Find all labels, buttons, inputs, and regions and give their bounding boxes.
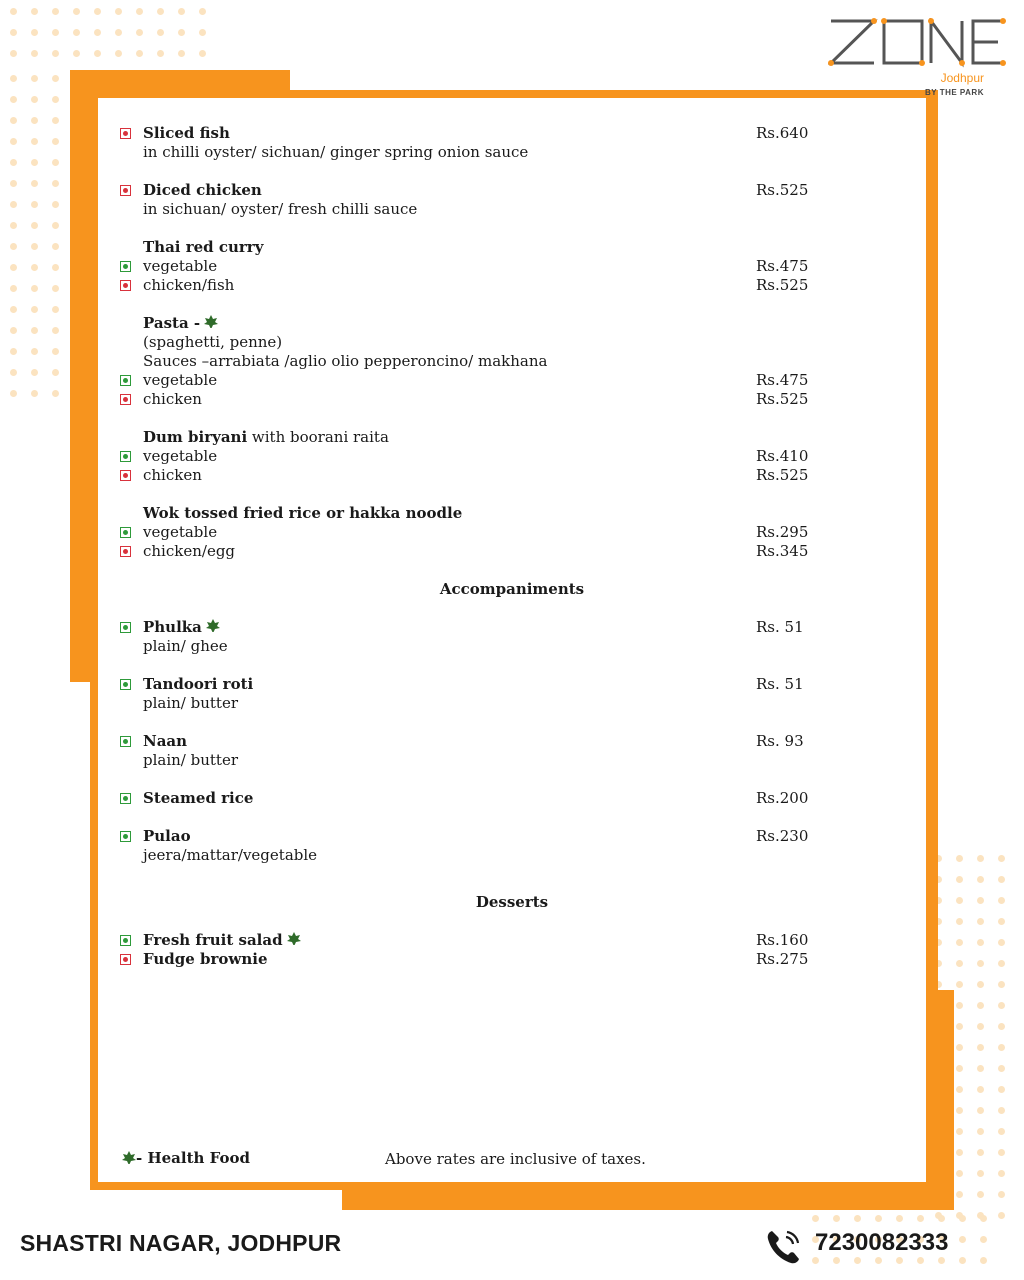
decorative-dot: [977, 855, 984, 862]
decorative-dot: [136, 50, 143, 57]
item-title: Tandoori roti: [143, 675, 254, 693]
decorative-dot: [52, 243, 59, 250]
decorative-dots-left: [10, 75, 73, 411]
item-variant: vegetable: [143, 257, 218, 275]
decorative-dot: [977, 1086, 984, 1093]
decorative-dot: [31, 138, 38, 145]
item-title: Pasta -: [143, 314, 218, 333]
decorative-dot: [977, 1191, 984, 1198]
item-title: Pulao: [143, 827, 191, 845]
item-price: Rs.475: [756, 257, 809, 275]
decorative-dot: [977, 939, 984, 946]
item-description: plain/ butter: [143, 694, 238, 712]
item-price: Rs.345: [756, 542, 809, 560]
decorative-dot: [115, 8, 122, 15]
decorative-dot: [31, 222, 38, 229]
decorative-dot: [956, 1170, 963, 1177]
decorative-dot: [956, 1065, 963, 1072]
item-title: Diced chicken: [143, 181, 262, 199]
decorative-dot: [998, 1170, 1005, 1177]
item-name: Dum biryani: [143, 428, 248, 446]
decorative-dot: [854, 1215, 861, 1222]
decorative-dot: [31, 180, 38, 187]
tax-note: Above rates are inclusive of taxes.: [385, 1150, 646, 1168]
decorative-dot: [31, 327, 38, 334]
decorative-dot: [31, 8, 38, 15]
nonveg-marker-icon: [120, 185, 131, 196]
decorative-dot: [31, 50, 38, 57]
decorative-dot: [956, 1002, 963, 1009]
item-title: Wok tossed fried rice or hakka noodle: [143, 504, 463, 522]
item-price: Rs.160: [756, 931, 809, 949]
decorative-dot: [956, 1086, 963, 1093]
decorative-dot: [998, 876, 1005, 883]
decorative-dot: [956, 1044, 963, 1051]
decorative-dot: [10, 96, 17, 103]
decorative-dot: [94, 29, 101, 36]
item-variant: vegetable: [143, 523, 218, 541]
decorative-dot: [10, 243, 17, 250]
decorative-dot: [31, 390, 38, 397]
decorative-dot: [956, 981, 963, 988]
decorative-dot: [52, 285, 59, 292]
decorative-dot: [31, 201, 38, 208]
decorative-dot: [956, 939, 963, 946]
veg-marker-icon: [120, 261, 131, 272]
item-description: (spaghetti, penne): [143, 333, 283, 351]
item-title: Naan: [143, 732, 188, 750]
item-variant: chicken: [143, 466, 202, 484]
decorative-dot: [31, 348, 38, 355]
decorative-dot: [10, 117, 17, 124]
item-variant: vegetable: [143, 447, 218, 465]
decorative-dot: [157, 50, 164, 57]
decorative-dot: [31, 29, 38, 36]
decorative-dot: [199, 29, 206, 36]
decorative-dot: [977, 1044, 984, 1051]
decorative-dot: [812, 1257, 819, 1264]
decorative-dot: [52, 327, 59, 334]
logo-tagline: BY THE PARK: [925, 88, 984, 97]
decorative-dot: [833, 1257, 840, 1264]
phone-icon: [764, 1228, 802, 1266]
decorative-dot: [52, 369, 59, 376]
decorative-dot: [73, 29, 80, 36]
health-food-legend: - Health Food: [136, 1149, 250, 1167]
decorative-dot: [10, 390, 17, 397]
decorative-dot: [896, 1215, 903, 1222]
decorative-dot: [157, 29, 164, 36]
veg-marker-icon: [120, 451, 131, 462]
decorative-dot: [998, 1044, 1005, 1051]
item-price: Rs.525: [756, 390, 809, 408]
decorative-dot: [52, 50, 59, 57]
decorative-dot: [52, 8, 59, 15]
nonveg-marker-icon: [120, 394, 131, 405]
decorative-dot: [10, 264, 17, 271]
decorative-dot: [998, 939, 1005, 946]
footer-phone: 7230082333: [815, 1229, 949, 1256]
decorative-dot: [998, 1149, 1005, 1156]
decorative-dot: [10, 180, 17, 187]
decorative-dot: [956, 1128, 963, 1135]
nonveg-marker-icon: [120, 546, 131, 557]
decorative-dot: [854, 1257, 861, 1264]
decorative-dot: [956, 1023, 963, 1030]
item-title: Thai red curry: [143, 238, 264, 256]
item-price: Rs. 51: [756, 675, 804, 693]
decorative-dot: [10, 201, 17, 208]
decorative-dot: [52, 75, 59, 82]
item-price: Rs.640: [756, 124, 809, 142]
decorative-dot: [199, 50, 206, 57]
item-description: plain/ ghee: [143, 637, 228, 655]
decorative-dot: [812, 1215, 819, 1222]
item-title: [143, 428, 389, 447]
decorative-dot: [136, 8, 143, 15]
footer-address: SHASTRI NAGAR, JODHPUR: [20, 1230, 342, 1256]
decorative-dot: [10, 8, 17, 15]
decorative-dot: [980, 1257, 987, 1264]
logo-wordmark: [828, 18, 1006, 70]
decorative-dot: [875, 1257, 882, 1264]
decorative-dot: [959, 1236, 966, 1243]
decorative-dot: [10, 159, 17, 166]
decorative-dot: [977, 981, 984, 988]
section-title: Accompaniments: [439, 580, 585, 598]
health-leaf-icon: [287, 932, 301, 946]
decorative-dot: [52, 348, 59, 355]
decorative-dot: [31, 75, 38, 82]
item-variant: chicken/fish: [143, 276, 235, 294]
decorative-dot: [998, 981, 1005, 988]
decorative-dot: [977, 1065, 984, 1072]
nonveg-marker-icon: [120, 128, 131, 139]
decorative-dot: [977, 918, 984, 925]
decorative-dot: [94, 8, 101, 15]
veg-marker-icon: [120, 935, 131, 946]
decorative-dot: [998, 1023, 1005, 1030]
decorative-dot: [157, 8, 164, 15]
item-title: Fresh fruit salad: [143, 931, 301, 950]
decorative-dot: [178, 50, 185, 57]
item-price: Rs. 51: [756, 618, 804, 636]
decorative-dot: [956, 1149, 963, 1156]
brand-logo: [828, 18, 1006, 100]
nonveg-marker-icon: [120, 954, 131, 965]
decorative-dot: [31, 285, 38, 292]
decorative-dots-top: [10, 8, 220, 71]
decorative-dot: [31, 96, 38, 103]
decorative-dot: [977, 1002, 984, 1009]
decorative-dot: [956, 918, 963, 925]
decorative-dot: [10, 369, 17, 376]
item-description: in sichuan/ oyster/ fresh chilli sauce: [143, 200, 418, 218]
decorative-dot: [10, 138, 17, 145]
item-price: Rs.525: [756, 276, 809, 294]
decorative-dot: [998, 1191, 1005, 1198]
decorative-dot: [52, 29, 59, 36]
item-description: in chilli oyster/ sichuan/ ginger spring onion sauce: [143, 143, 529, 161]
decorative-dot: [73, 50, 80, 57]
decorative-dot: [52, 96, 59, 103]
decorative-dot: [52, 264, 59, 271]
decorative-dot: [136, 29, 143, 36]
decorative-dot: [10, 29, 17, 36]
decorative-dot: [10, 222, 17, 229]
decorative-dot: [10, 306, 17, 313]
decorative-dot: [31, 159, 38, 166]
item-price: Rs.295: [756, 523, 809, 541]
logo-city: Jodhpur: [940, 71, 984, 85]
decorative-dot: [178, 8, 185, 15]
item-description: Sauces –arrabiata /aglio olio pepperoncino/ makhana: [143, 352, 548, 370]
item-price: Rs.410: [756, 447, 809, 465]
item-price: Rs.525: [756, 466, 809, 484]
item-variant: vegetable: [143, 371, 218, 389]
decorative-dot: [896, 1257, 903, 1264]
decorative-dot: [977, 1170, 984, 1177]
decorative-dot: [10, 348, 17, 355]
decorative-dot: [917, 1215, 924, 1222]
item-price: Rs.525: [756, 181, 809, 199]
decorative-dot: [956, 960, 963, 967]
decorative-dot: [998, 1107, 1005, 1114]
decorative-dot: [938, 1215, 945, 1222]
decorative-dot: [52, 117, 59, 124]
decorative-dot: [115, 29, 122, 36]
decorative-dot: [10, 50, 17, 57]
decorative-dot: [977, 876, 984, 883]
decorative-dot: [10, 327, 17, 334]
decorative-dot: [31, 264, 38, 271]
decorative-dot: [10, 285, 17, 292]
veg-marker-icon: [120, 622, 131, 633]
nonveg-marker-icon: [120, 280, 131, 291]
health-leaf-icon: [122, 1151, 136, 1165]
health-leaf-icon: [204, 315, 218, 329]
decorative-dot: [31, 243, 38, 250]
decorative-dot: [52, 159, 59, 166]
item-variant: chicken: [143, 390, 202, 408]
decorative-dot: [956, 855, 963, 862]
decorative-dot: [31, 369, 38, 376]
decorative-dot: [998, 918, 1005, 925]
decorative-dot: [938, 1257, 945, 1264]
decorative-dot: [10, 75, 17, 82]
decorative-dot: [199, 8, 206, 15]
decorative-dot: [980, 1236, 987, 1243]
decorative-dot: [977, 1023, 984, 1030]
section-title: Desserts: [475, 893, 549, 911]
decorative-dot: [977, 1149, 984, 1156]
decorative-dot: [956, 876, 963, 883]
item-suffix: with boorani raita: [247, 428, 389, 446]
decorative-dot: [52, 138, 59, 145]
decorative-dot: [956, 1191, 963, 1198]
decorative-dot: [94, 50, 101, 57]
decorative-dot: [959, 1215, 966, 1222]
decorative-dot: [875, 1215, 882, 1222]
decorative-dot: [959, 1257, 966, 1264]
decorative-dot: [977, 960, 984, 967]
veg-marker-icon: [120, 527, 131, 538]
decorative-dot: [998, 855, 1005, 862]
decorative-dot: [998, 1086, 1005, 1093]
decorative-dot: [980, 1215, 987, 1222]
decorative-dot: [52, 180, 59, 187]
veg-marker-icon: [120, 375, 131, 386]
item-title: Phulka: [143, 618, 220, 637]
item-title: Steamed rice: [143, 789, 254, 807]
decorative-dot: [917, 1257, 924, 1264]
veg-marker-icon: [120, 793, 131, 804]
item-variant: chicken/egg: [143, 542, 236, 560]
decorative-dot: [31, 306, 38, 313]
decorative-dot: [52, 390, 59, 397]
decorative-dot: [833, 1215, 840, 1222]
item-price: Rs.475: [756, 371, 809, 389]
decorative-dot: [31, 117, 38, 124]
decorative-dot: [956, 1107, 963, 1114]
decorative-dot: [977, 1107, 984, 1114]
decorative-dot: [998, 960, 1005, 967]
decorative-dot: [998, 1002, 1005, 1009]
item-title: Sliced fish: [143, 124, 230, 142]
health-leaf-icon: [206, 619, 220, 633]
decorative-dot: [52, 222, 59, 229]
nonveg-marker-icon: [120, 470, 131, 481]
item-price: Rs. 93: [756, 732, 804, 750]
item-price: Rs.230: [756, 827, 809, 845]
item-description: plain/ butter: [143, 751, 238, 769]
decorative-dot: [998, 1065, 1005, 1072]
decorative-dot: [178, 29, 185, 36]
decorative-dot: [73, 8, 80, 15]
decorative-dot: [52, 306, 59, 313]
item-description: jeera/mattar/vegetable: [143, 846, 318, 864]
item-price: Rs.200: [756, 789, 809, 807]
veg-marker-icon: [120, 831, 131, 842]
decorative-dot: [52, 201, 59, 208]
item-price: Rs.275: [756, 950, 809, 968]
item-title: Fudge brownie: [143, 950, 268, 968]
veg-marker-icon: [120, 736, 131, 747]
veg-marker-icon: [120, 679, 131, 690]
decorative-dot: [977, 1128, 984, 1135]
decorative-dot: [998, 1128, 1005, 1135]
decorative-dot: [115, 50, 122, 57]
